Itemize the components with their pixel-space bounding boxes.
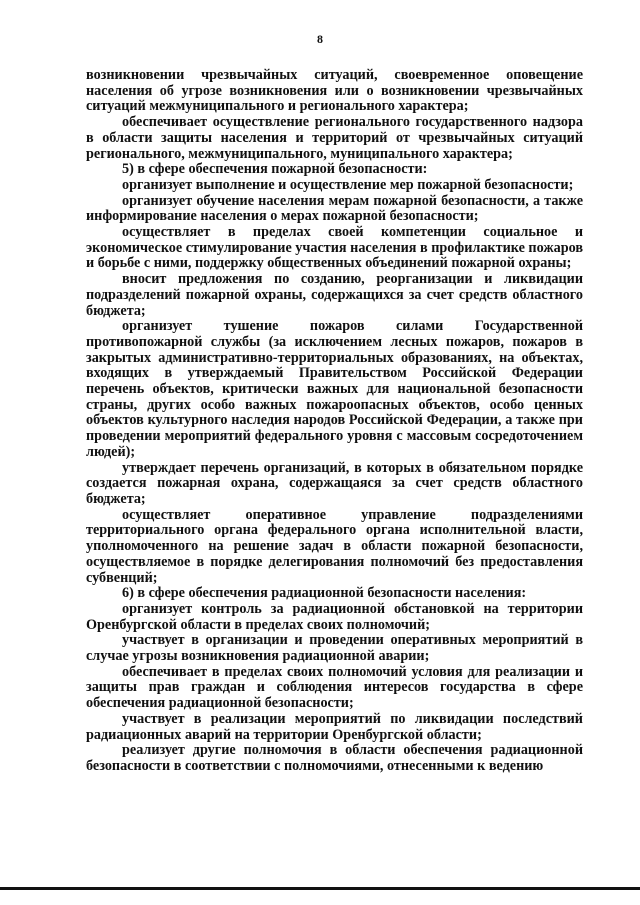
paragraph: обеспечивает осуществление регионального государственного надзора в области защиты населения и территорий от чрезвычайных ситуаций регионального, межмуниципального, муниципального характера;: [86, 114, 583, 162]
paragraph: организует выполнение и осуществление мер пожарной безопасности;: [122, 176, 574, 193]
paragraph: утверждает перечень организаций, в которых в обязательном порядке создается пожарная охрана, содержащаяся за счет средств областного бюджета;: [86, 459, 583, 507]
paragraph: вносит предложения по созданию, реорганизации и ликвидации подразделений пожарной охраны, содержащихся за счет средств областного бюджета;: [86, 271, 583, 319]
section-heading: 6) в сфере обеспечения радиационной безопасности населения:: [122, 585, 527, 602]
paragraph: участвует в реализации мероприятий по ликвидации последствий радиационных аварий на территории Оренбургской области;: [86, 710, 583, 743]
paragraph: организует тушение пожаров силами Государственной противопожарной службы (за исключением лесных пожаров, пожаров в закрытых административно-территориальных образованиях, на объектах, входящих в утверждаемый Правительством Российской Федерации перечень объектов, критически важных для национальной безопасности страны, других особо важных пожароопасных объектов, особо ценных объектов культурного наследия народов Российской Федерации, а также при проведении мероприятий федерального уровня с массовым сосредоточением людей);: [86, 318, 583, 460]
paragraph: осуществляет в пределах своей компетенции социальное и экономическое стимулирование участия населения в профилактике пожаров и борьбе с ними, поддержку общественных объединений пожарной охраны;: [86, 224, 583, 272]
paragraph: участвует в организации и проведении оперативных мероприятий в случае угрозы возникновения радиационной аварии;: [86, 632, 583, 665]
paragraph: возникновении чрезвычайных ситуаций, своевременное оповещение населения об угрозе возникновения или о возникновении чрезвычайных ситуаций межмуниципального и регионального характера;: [86, 67, 583, 115]
document-body: [86, 68, 583, 775]
page-number: 8: [317, 32, 323, 46]
paragraph: обеспечивает в пределах своих полномочий условия для реализации и защиты прав граждан и соблюдения интересов государства в сфере обеспечения радиационной безопасности;: [86, 663, 583, 712]
bottom-rule: [0, 887, 640, 890]
section-heading: 5) в сфере обеспечения пожарной безопасности:: [122, 161, 428, 178]
paragraph: организует контроль за радиационной обстановкой на территории Оренбургской области в пределах своих полномочий;: [86, 600, 583, 633]
paragraph: реализует другие полномочия в области обеспечения радиационной безопасности в соответствии с полномочиями, отнесенными к ведению: [86, 742, 583, 774]
paragraph: организует обучение населения мерам пожарной безопасности, а также информирование населения о мерах пожарной безопасности;: [86, 192, 583, 225]
paragraph: осуществляет оперативное управление подразделениями территориального органа федерального органа исполнительной власти, уполномоченного на решение задач в области пожарной безопасности, осуществляемое в порядке делегирования полномочий без предоставления субвенций;: [86, 506, 583, 586]
